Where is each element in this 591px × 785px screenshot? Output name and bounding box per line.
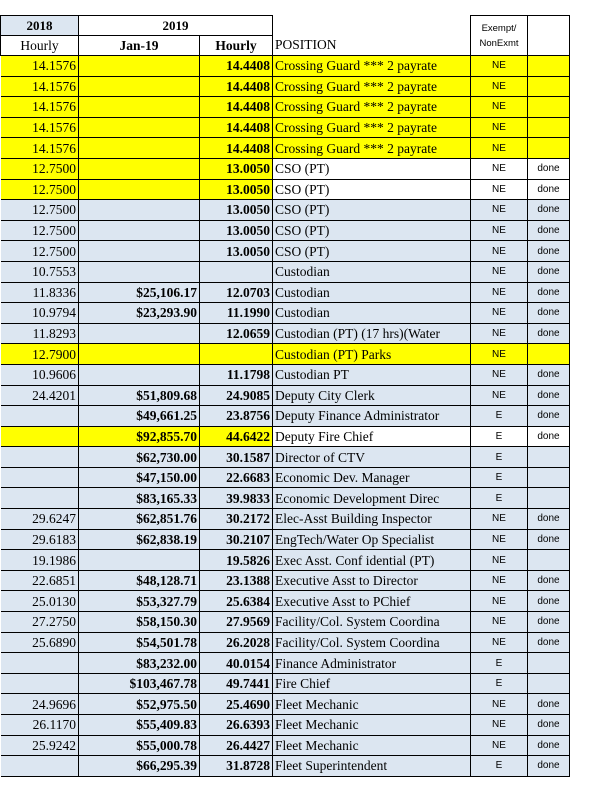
cell-jan-2019: $23,293.90 bbox=[79, 303, 200, 324]
cell-hourly-2019: 14.4408 bbox=[200, 117, 273, 138]
salary-table bbox=[0, 15, 570, 777]
cell-hourly-2019: 23.8756 bbox=[200, 406, 273, 427]
table-row bbox=[1, 715, 570, 736]
table-row bbox=[1, 344, 570, 365]
cell-done: done bbox=[528, 529, 570, 550]
cell-exempt: NE bbox=[471, 364, 528, 385]
cell-hourly-2018 bbox=[1, 426, 79, 447]
cell-position: Crossing Guard *** 2 payrate bbox=[273, 138, 471, 159]
cell-exempt: NE bbox=[471, 694, 528, 715]
cell-done bbox=[528, 344, 570, 365]
table-row bbox=[1, 261, 570, 282]
cell-position: Executive Asst to PChief bbox=[273, 591, 471, 612]
cell-done bbox=[528, 138, 570, 159]
cell-done: done bbox=[528, 241, 570, 262]
cell-hourly-2019: 40.0154 bbox=[200, 653, 273, 674]
header-year-2019: 2019 bbox=[79, 16, 273, 36]
cell-jan-2019: $83,232.00 bbox=[79, 653, 200, 674]
cell-done bbox=[528, 467, 570, 488]
cell-done bbox=[528, 550, 570, 571]
cell-position: Executive Asst to Director bbox=[273, 570, 471, 591]
cell-exempt: NE bbox=[471, 632, 528, 653]
cell-position: Crossing Guard *** 2 payrate bbox=[273, 117, 471, 138]
cell-hourly-2019: 24.9085 bbox=[200, 385, 273, 406]
cell-position: CSO (PT) bbox=[273, 241, 471, 262]
cell-exempt: NE bbox=[471, 612, 528, 633]
cell-position: Fire Chief bbox=[273, 673, 471, 694]
cell-hourly-2018 bbox=[1, 488, 79, 509]
table-row bbox=[1, 406, 570, 427]
cell-hourly-2019: 31.8728 bbox=[200, 756, 273, 777]
cell-done: done bbox=[528, 303, 570, 324]
cell-hourly-2019: 14.4408 bbox=[200, 97, 273, 118]
cell-hourly-2019: 23.1388 bbox=[200, 570, 273, 591]
cell-hourly-2018: 10.9794 bbox=[1, 303, 79, 324]
cell-hourly-2019: 30.2107 bbox=[200, 529, 273, 550]
cell-position: Fleet Mechanic bbox=[273, 694, 471, 715]
cell-hourly-2019: 13.0050 bbox=[200, 241, 273, 262]
header-done-column bbox=[528, 16, 570, 56]
cell-done: done bbox=[528, 220, 570, 241]
cell-position: Facility/Col. System Coordina bbox=[273, 612, 471, 633]
header-exempt-line2: NonExmt bbox=[479, 37, 519, 49]
cell-hourly-2019: 27.9569 bbox=[200, 612, 273, 633]
cell-exempt: NE bbox=[471, 97, 528, 118]
cell-exempt: NE bbox=[471, 282, 528, 303]
cell-hourly-2019: 22.6683 bbox=[200, 467, 273, 488]
cell-hourly-2018: 11.8293 bbox=[1, 323, 79, 344]
cell-done: done bbox=[528, 570, 570, 591]
cell-exempt: NE bbox=[471, 735, 528, 756]
header-year-2018: 2018 bbox=[1, 16, 79, 36]
cell-hourly-2018: 14.1576 bbox=[1, 76, 79, 97]
cell-jan-2019 bbox=[79, 261, 200, 282]
cell-hourly-2019: 13.0050 bbox=[200, 220, 273, 241]
table-row bbox=[1, 200, 570, 221]
header-jan-2019: Jan-19 bbox=[79, 36, 200, 56]
cell-hourly-2018 bbox=[1, 673, 79, 694]
cell-exempt: E bbox=[471, 673, 528, 694]
cell-done bbox=[528, 653, 570, 674]
table-row bbox=[1, 488, 570, 509]
cell-jan-2019: $53,327.79 bbox=[79, 591, 200, 612]
cell-done: done bbox=[528, 715, 570, 736]
cell-done: done bbox=[528, 735, 570, 756]
table-row bbox=[1, 76, 570, 97]
cell-exempt: NE bbox=[471, 56, 528, 77]
cell-hourly-2018: 27.2750 bbox=[1, 612, 79, 633]
cell-jan-2019: $48,128.71 bbox=[79, 570, 200, 591]
cell-hourly-2019: 30.2172 bbox=[200, 509, 273, 530]
cell-jan-2019 bbox=[79, 179, 200, 200]
cell-hourly-2018: 10.9606 bbox=[1, 364, 79, 385]
cell-done: done bbox=[528, 406, 570, 427]
cell-exempt: NE bbox=[471, 509, 528, 530]
cell-position: EngTech/Water Op Specialist bbox=[273, 529, 471, 550]
cell-jan-2019: $55,409.83 bbox=[79, 715, 200, 736]
table-row bbox=[1, 632, 570, 653]
cell-position: Custodian (PT) (17 hrs)(Water bbox=[273, 323, 471, 344]
cell-done: done bbox=[528, 179, 570, 200]
cell-position: Custodian bbox=[273, 261, 471, 282]
cell-hourly-2018 bbox=[1, 447, 79, 468]
table-row bbox=[1, 220, 570, 241]
table-row bbox=[1, 612, 570, 633]
table-row bbox=[1, 56, 570, 77]
cell-hourly-2018: 29.6183 bbox=[1, 529, 79, 550]
cell-hourly-2019: 13.0050 bbox=[200, 200, 273, 221]
cell-exempt: NE bbox=[471, 550, 528, 571]
cell-hourly-2019: 49.7441 bbox=[200, 673, 273, 694]
cell-done: done bbox=[528, 612, 570, 633]
cell-jan-2019: $51,809.68 bbox=[79, 385, 200, 406]
cell-jan-2019: $62,730.00 bbox=[79, 447, 200, 468]
cell-jan-2019 bbox=[79, 364, 200, 385]
cell-exempt: NE bbox=[471, 261, 528, 282]
cell-jan-2019 bbox=[79, 158, 200, 179]
cell-position: Deputy City Clerk bbox=[273, 385, 471, 406]
cell-hourly-2019: 14.4408 bbox=[200, 138, 273, 159]
cell-hourly-2018: 12.7500 bbox=[1, 179, 79, 200]
cell-exempt: NE bbox=[471, 241, 528, 262]
cell-jan-2019: $47,150.00 bbox=[79, 467, 200, 488]
table-row bbox=[1, 447, 570, 468]
cell-exempt: E bbox=[471, 488, 528, 509]
table-row bbox=[1, 426, 570, 447]
table-row bbox=[1, 364, 570, 385]
cell-exempt: E bbox=[471, 447, 528, 468]
cell-hourly-2019: 11.1990 bbox=[200, 303, 273, 324]
table-row bbox=[1, 385, 570, 406]
cell-position: Director of CTV bbox=[273, 447, 471, 468]
cell-done bbox=[528, 447, 570, 468]
cell-position: Elec-Asst Building Inspector bbox=[273, 509, 471, 530]
cell-exempt: NE bbox=[471, 323, 528, 344]
cell-done: done bbox=[528, 632, 570, 653]
cell-jan-2019 bbox=[79, 117, 200, 138]
cell-hourly-2018: 14.1576 bbox=[1, 56, 79, 77]
cell-position: Finance Administrator bbox=[273, 653, 471, 674]
cell-hourly-2019: 13.0050 bbox=[200, 179, 273, 200]
cell-jan-2019: $54,501.78 bbox=[79, 632, 200, 653]
cell-position: Deputy Fire Chief bbox=[273, 426, 471, 447]
header-position: POSITION bbox=[273, 36, 471, 56]
cell-hourly-2018 bbox=[1, 756, 79, 777]
cell-exempt: NE bbox=[471, 591, 528, 612]
cell-jan-2019: $49,661.25 bbox=[79, 406, 200, 427]
cell-exempt: E bbox=[471, 653, 528, 674]
cell-done: done bbox=[528, 509, 570, 530]
cell-exempt: NE bbox=[471, 529, 528, 550]
cell-jan-2019: $25,106.17 bbox=[79, 282, 200, 303]
cell-exempt: NE bbox=[471, 158, 528, 179]
table-row bbox=[1, 117, 570, 138]
table-row bbox=[1, 756, 570, 777]
cell-done: done bbox=[528, 158, 570, 179]
cell-jan-2019 bbox=[79, 550, 200, 571]
cell-hourly-2018: 24.4201 bbox=[1, 385, 79, 406]
cell-jan-2019 bbox=[79, 200, 200, 221]
cell-hourly-2019: 13.0050 bbox=[200, 158, 273, 179]
cell-done bbox=[528, 117, 570, 138]
header-row-years bbox=[1, 16, 570, 36]
cell-jan-2019: $62,838.19 bbox=[79, 529, 200, 550]
cell-hourly-2018: 12.7900 bbox=[1, 344, 79, 365]
cell-exempt: E bbox=[471, 756, 528, 777]
cell-exempt: NE bbox=[471, 138, 528, 159]
cell-done: done bbox=[528, 756, 570, 777]
cell-jan-2019: $52,975.50 bbox=[79, 694, 200, 715]
table-row bbox=[1, 529, 570, 550]
cell-jan-2019 bbox=[79, 138, 200, 159]
cell-exempt: E bbox=[471, 426, 528, 447]
cell-exempt: NE bbox=[471, 715, 528, 736]
table-row bbox=[1, 138, 570, 159]
table-row bbox=[1, 653, 570, 674]
cell-jan-2019: $58,150.30 bbox=[79, 612, 200, 633]
cell-hourly-2019 bbox=[200, 344, 273, 365]
table-row bbox=[1, 673, 570, 694]
cell-hourly-2018: 24.9696 bbox=[1, 694, 79, 715]
cell-hourly-2019: 19.5826 bbox=[200, 550, 273, 571]
table-row bbox=[1, 179, 570, 200]
header-hourly-2018: Hourly bbox=[1, 36, 79, 56]
cell-hourly-2019: 12.0703 bbox=[200, 282, 273, 303]
cell-jan-2019: $83,165.33 bbox=[79, 488, 200, 509]
cell-position: Fleet Superintendent bbox=[273, 756, 471, 777]
cell-hourly-2018: 29.6247 bbox=[1, 509, 79, 530]
cell-jan-2019 bbox=[79, 56, 200, 77]
cell-done bbox=[528, 488, 570, 509]
cell-hourly-2018: 26.1170 bbox=[1, 715, 79, 736]
cell-jan-2019: $103,467.78 bbox=[79, 673, 200, 694]
cell-jan-2019 bbox=[79, 220, 200, 241]
cell-position: CSO (PT) bbox=[273, 200, 471, 221]
cell-position: Fleet Mechanic bbox=[273, 735, 471, 756]
cell-position: Custodian bbox=[273, 303, 471, 324]
header-hourly-2019: Hourly bbox=[200, 36, 273, 56]
cell-hourly-2018: 12.7500 bbox=[1, 241, 79, 262]
cell-position: Crossing Guard *** 2 payrate bbox=[273, 56, 471, 77]
table-row bbox=[1, 550, 570, 571]
cell-position: CSO (PT) bbox=[273, 220, 471, 241]
cell-jan-2019: $62,851.76 bbox=[79, 509, 200, 530]
cell-done bbox=[528, 97, 570, 118]
cell-jan-2019 bbox=[79, 97, 200, 118]
cell-exempt: NE bbox=[471, 179, 528, 200]
cell-done bbox=[528, 56, 570, 77]
cell-position: Custodian (PT) Parks bbox=[273, 344, 471, 365]
table-row bbox=[1, 158, 570, 179]
cell-position: CSO (PT) bbox=[273, 158, 471, 179]
cell-hourly-2018 bbox=[1, 653, 79, 674]
table-row bbox=[1, 323, 570, 344]
cell-hourly-2018: 19.1986 bbox=[1, 550, 79, 571]
table-row bbox=[1, 282, 570, 303]
cell-jan-2019 bbox=[79, 344, 200, 365]
cell-done: done bbox=[528, 694, 570, 715]
cell-hourly-2018 bbox=[1, 467, 79, 488]
cell-position: Fleet Mechanic bbox=[273, 715, 471, 736]
cell-hourly-2018: 25.0130 bbox=[1, 591, 79, 612]
cell-hourly-2018: 14.1576 bbox=[1, 138, 79, 159]
cell-hourly-2019: 44.6422 bbox=[200, 426, 273, 447]
cell-done: done bbox=[528, 426, 570, 447]
cell-exempt: NE bbox=[471, 303, 528, 324]
cell-position: Facility/Col. System Coordina bbox=[273, 632, 471, 653]
cell-jan-2019 bbox=[79, 76, 200, 97]
cell-exempt: NE bbox=[471, 385, 528, 406]
cell-position: Exec Asst. Conf idential (PT) bbox=[273, 550, 471, 571]
cell-hourly-2019: 25.6384 bbox=[200, 591, 273, 612]
cell-exempt: NE bbox=[471, 570, 528, 591]
cell-hourly-2018 bbox=[1, 406, 79, 427]
cell-hourly-2018: 10.7553 bbox=[1, 261, 79, 282]
table-row bbox=[1, 241, 570, 262]
cell-position: Crossing Guard *** 2 payrate bbox=[273, 97, 471, 118]
cell-done: done bbox=[528, 323, 570, 344]
cell-hourly-2019: 12.0659 bbox=[200, 323, 273, 344]
cell-done: done bbox=[528, 282, 570, 303]
cell-jan-2019: $66,295.39 bbox=[79, 756, 200, 777]
cell-position: Custodian PT bbox=[273, 364, 471, 385]
cell-done: done bbox=[528, 385, 570, 406]
table-row bbox=[1, 97, 570, 118]
cell-exempt: NE bbox=[471, 344, 528, 365]
cell-done: done bbox=[528, 591, 570, 612]
cell-jan-2019: $55,000.78 bbox=[79, 735, 200, 756]
header-exempt bbox=[471, 16, 528, 56]
table-row bbox=[1, 735, 570, 756]
cell-hourly-2018: 12.7500 bbox=[1, 158, 79, 179]
cell-done: done bbox=[528, 261, 570, 282]
cell-hourly-2018: 12.7500 bbox=[1, 200, 79, 221]
cell-position: Economic Development Direc bbox=[273, 488, 471, 509]
cell-position: CSO (PT) bbox=[273, 179, 471, 200]
table-row bbox=[1, 303, 570, 324]
cell-hourly-2019 bbox=[200, 261, 273, 282]
cell-exempt: E bbox=[471, 467, 528, 488]
cell-exempt: NE bbox=[471, 200, 528, 221]
table-row bbox=[1, 570, 570, 591]
cell-position: Economic Dev. Manager bbox=[273, 467, 471, 488]
cell-hourly-2019: 39.9833 bbox=[200, 488, 273, 509]
cell-hourly-2018: 14.1576 bbox=[1, 117, 79, 138]
cell-exempt: E bbox=[471, 406, 528, 427]
cell-hourly-2019: 25.4690 bbox=[200, 694, 273, 715]
table-row bbox=[1, 694, 570, 715]
cell-position: Crossing Guard *** 2 payrate bbox=[273, 76, 471, 97]
cell-hourly-2019: 30.1587 bbox=[200, 447, 273, 468]
cell-hourly-2019: 26.6393 bbox=[200, 715, 273, 736]
table-row bbox=[1, 591, 570, 612]
cell-hourly-2019: 14.4408 bbox=[200, 76, 273, 97]
cell-hourly-2019: 26.4427 bbox=[200, 735, 273, 756]
cell-hourly-2018: 12.7500 bbox=[1, 220, 79, 241]
cell-hourly-2019: 11.1798 bbox=[200, 364, 273, 385]
cell-hourly-2018: 22.6851 bbox=[1, 570, 79, 591]
cell-position: Custodian bbox=[273, 282, 471, 303]
cell-exempt: NE bbox=[471, 76, 528, 97]
cell-done: done bbox=[528, 200, 570, 221]
table-row bbox=[1, 509, 570, 530]
cell-exempt: NE bbox=[471, 220, 528, 241]
cell-hourly-2019: 26.2028 bbox=[200, 632, 273, 653]
cell-done: done bbox=[528, 364, 570, 385]
cell-done bbox=[528, 673, 570, 694]
cell-hourly-2018: 25.9242 bbox=[1, 735, 79, 756]
cell-position: Deputy Finance Administrator bbox=[273, 406, 471, 427]
cell-hourly-2018: 14.1576 bbox=[1, 97, 79, 118]
header-exempt-line1: Exempt/ bbox=[481, 22, 517, 34]
table-row bbox=[1, 467, 570, 488]
cell-hourly-2018: 11.8336 bbox=[1, 282, 79, 303]
cell-exempt: NE bbox=[471, 117, 528, 138]
cell-hourly-2018: 25.6890 bbox=[1, 632, 79, 653]
cell-jan-2019 bbox=[79, 323, 200, 344]
cell-jan-2019: $92,855.70 bbox=[79, 426, 200, 447]
cell-done bbox=[528, 76, 570, 97]
cell-jan-2019 bbox=[79, 241, 200, 262]
cell-hourly-2019: 14.4408 bbox=[200, 56, 273, 77]
